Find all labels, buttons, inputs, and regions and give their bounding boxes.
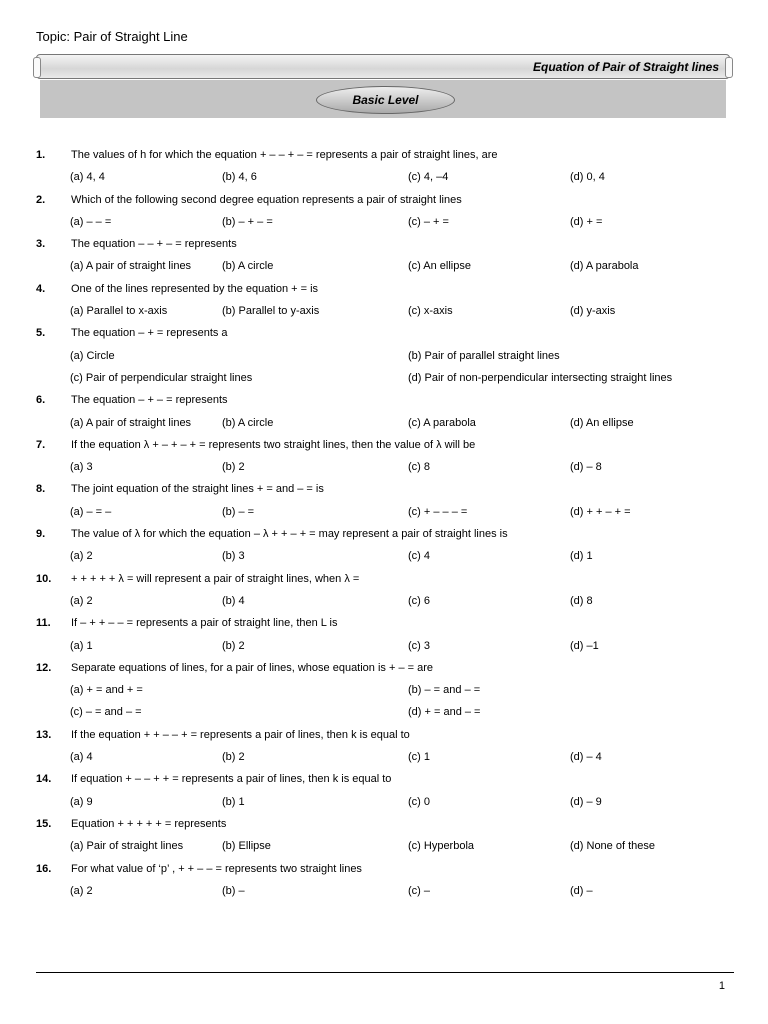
page-number: 1 <box>718 980 725 992</box>
question <box>0 569 768 591</box>
option-row <box>0 636 768 658</box>
question-number: 10. <box>36 572 52 585</box>
answer-option: (a) 2 <box>70 550 93 563</box>
question-stem: The equation – + = represents a <box>71 327 228 340</box>
answer-option: (c) Pair of perpendicular straight lines <box>70 371 253 384</box>
answer-option: (b) 2 <box>222 639 245 652</box>
answer-option: (c) 4, –4 <box>408 171 449 184</box>
option-row <box>0 301 768 323</box>
question-stem: If – + + – – = represents a pair of straight line, then L is <box>71 617 338 630</box>
option-row <box>0 167 768 189</box>
option-row <box>0 457 768 479</box>
topic-line: Topic: Pair of Straight Line <box>36 29 188 44</box>
answer-option: (d) – 8 <box>570 461 602 474</box>
question-number: 9. <box>36 528 46 541</box>
question <box>0 323 768 345</box>
question <box>0 190 768 212</box>
option-row <box>0 212 768 234</box>
question-number: 5. <box>36 327 46 340</box>
answer-option: (a) 4 <box>70 751 93 764</box>
answer-option: (d) An ellipse <box>570 416 634 429</box>
question-number: 1. <box>36 149 46 161</box>
question-stem: If the equation λ + – + – + = represents two straight lines, then the value of λ will be <box>71 438 476 451</box>
answer-option: (d) y-axis <box>570 305 616 318</box>
answer-option: (d) 0, 4 <box>570 171 605 184</box>
answer-option: (d) – <box>570 884 593 897</box>
answer-option: (c) 3 <box>408 639 430 652</box>
answer-option: (a) 2 <box>70 884 93 897</box>
question-number: 11. <box>36 617 51 630</box>
answer-option: (c) – + = <box>408 215 449 228</box>
answer-option: (d) 1 <box>570 550 593 563</box>
question <box>0 613 768 635</box>
answer-option: (a) 1 <box>70 639 93 652</box>
question-number: 4. <box>36 282 46 295</box>
question <box>0 435 768 457</box>
option-row <box>0 836 768 858</box>
answer-option: (d) –1 <box>570 639 599 652</box>
question-stem: The joint equation of the straight lines + = and – = is <box>71 483 324 496</box>
answer-option: (d) Pair of non-perpendicular intersecting straight lines <box>408 371 673 384</box>
option-row <box>0 413 768 435</box>
question-number: 6. <box>36 394 46 407</box>
answer-option: (d) None of these <box>570 840 655 853</box>
question-list <box>0 145 768 903</box>
question-stem: The values of h for which the equation + – – + – = represents a pair of straight lines, are <box>71 149 498 161</box>
answer-option: (a) 4, 4 <box>70 171 105 184</box>
answer-option: (a) A pair of straight lines <box>70 416 192 429</box>
answer-option: (c) x-axis <box>408 305 453 318</box>
question-number: 13. <box>36 728 52 741</box>
answer-option: (c) Hyperbola <box>408 840 475 853</box>
answer-option: (c) 8 <box>408 461 430 474</box>
question-stem: The equation – + – = represents <box>71 394 228 407</box>
question <box>0 145 768 167</box>
answer-option: (a) – – = <box>70 215 112 228</box>
option-row <box>0 502 768 524</box>
question <box>0 658 768 680</box>
answer-option: (c) – <box>408 884 430 897</box>
answer-option: (b) 2 <box>222 751 245 764</box>
question-number: 3. <box>36 238 46 251</box>
answer-option: (c) + – – – = <box>408 505 468 518</box>
answer-option: (b) – = and – = <box>408 684 481 697</box>
answer-option: (d) A parabola <box>570 260 639 273</box>
question-stem: Which of the following second degree equation represents a pair of straight lines <box>71 193 462 206</box>
question-stem: Separate equations of lines, for a pair of lines, whose equation is + – = are <box>71 661 434 674</box>
answer-option: (b) 3 <box>222 550 245 563</box>
question <box>0 769 768 791</box>
question-number: 15. <box>36 817 52 830</box>
question-stem: Equation + + + + + = represents <box>71 817 227 830</box>
answer-option: (b) – + – = <box>222 215 273 228</box>
answer-option: (a) 9 <box>70 795 93 808</box>
answer-option: (d) + = <box>570 215 603 228</box>
answer-option: (d) – 4 <box>570 751 602 764</box>
question-number: 16. <box>36 862 52 875</box>
question-stem: If the equation + + – – + = represents a pair of lines, then k is equal to <box>71 728 410 741</box>
answer-option: (c) 6 <box>408 594 430 607</box>
question-number: 8. <box>36 483 46 496</box>
answer-option: (c) A parabola <box>408 416 476 429</box>
answer-option: (c) 1 <box>408 751 430 764</box>
question <box>0 234 768 256</box>
answer-option: (b) A circle <box>222 416 274 429</box>
answer-option: (a) Pair of straight lines <box>70 840 184 853</box>
question-stem: The value of λ for which the equation – λ + + – + = may represent a pair of straight lines is <box>71 528 508 541</box>
question-number: 14. <box>36 773 52 786</box>
question <box>0 814 768 836</box>
answer-option: (b) – <box>222 884 245 897</box>
question-number: 2. <box>36 193 46 206</box>
answer-option: (a) 3 <box>70 461 93 474</box>
answer-option: (c) 0 <box>408 795 430 808</box>
answer-option: (b) Pair of parallel straight lines <box>408 349 560 362</box>
section-title: Equation of Pair of Straight lines <box>532 60 719 74</box>
answer-option: (b) A circle <box>222 260 274 273</box>
question-number: 12. <box>36 661 52 674</box>
answer-option: (b) Parallel to y-axis <box>222 305 320 318</box>
level-badge: Basic Level <box>316 86 455 114</box>
option-row <box>0 591 768 613</box>
question-stem: One of the lines represented by the equation + = is <box>71 282 319 295</box>
option-row <box>0 256 768 278</box>
answer-option: (b) 4, 6 <box>222 171 257 184</box>
option-row <box>0 546 768 568</box>
answer-option: (c) 4 <box>408 550 430 563</box>
section-header-bar <box>36 54 730 79</box>
question <box>0 479 768 501</box>
option-row <box>0 747 768 769</box>
question <box>0 279 768 301</box>
option-row <box>0 680 768 702</box>
answer-option: (b) – = <box>222 505 255 518</box>
answer-option: (d) + + – + = <box>570 505 631 518</box>
option-row <box>0 881 768 903</box>
answer-option: (a) + = and + = <box>70 684 143 697</box>
answer-option: (d) + = and – = <box>408 706 481 719</box>
question <box>0 390 768 412</box>
question-stem: The equation – – + – = represents <box>71 238 237 251</box>
option-row <box>0 346 768 368</box>
answer-option: (b) 1 <box>222 795 245 808</box>
question-number: 7. <box>36 438 46 451</box>
answer-option: (a) A pair of straight lines <box>70 260 192 273</box>
answer-option: (b) 4 <box>222 594 245 607</box>
question <box>0 859 768 881</box>
option-row <box>0 368 768 390</box>
option-row <box>0 792 768 814</box>
question-stem: If equation + – – + + = represents a pair of lines, then k is equal to <box>71 773 392 786</box>
question <box>0 725 768 747</box>
answer-option: (b) Ellipse <box>222 840 271 853</box>
answer-option: (b) 2 <box>222 461 245 474</box>
answer-option: (c) – = and – = <box>70 706 142 719</box>
answer-option: (c) An ellipse <box>408 260 471 273</box>
answer-option: (a) 2 <box>70 594 93 607</box>
option-row <box>0 702 768 724</box>
answer-option: (a) Parallel to x-axis <box>70 305 168 318</box>
answer-option: (d) 8 <box>570 594 593 607</box>
answer-option: (a) Circle <box>70 349 115 362</box>
answer-option: (d) – 9 <box>570 795 602 808</box>
question-stem: For what value of ‘p’ , + + – – = represents two straight lines <box>71 862 362 875</box>
question-stem: + + + + + λ = will represent a pair of straight lines, when λ = <box>71 572 360 585</box>
question <box>0 524 768 546</box>
footer-divider <box>36 972 734 973</box>
answer-option: (a) – = – <box>70 505 112 518</box>
